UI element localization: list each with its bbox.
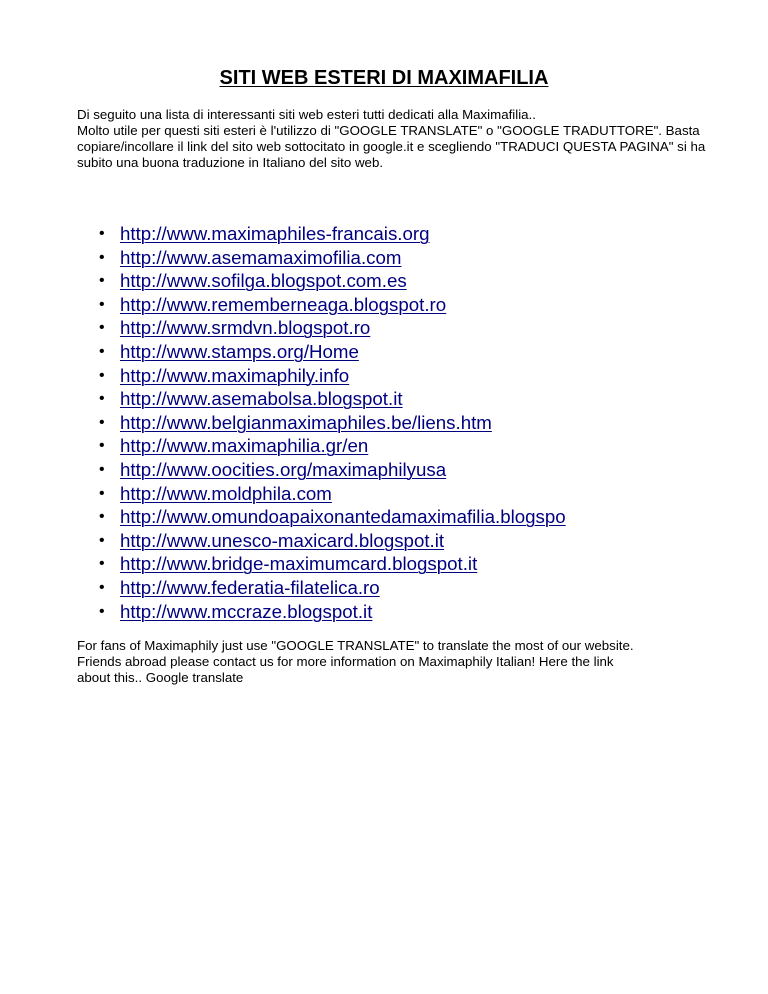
- external-site-link[interactable]: http://www.bridge-maximumcard.blogspot.it: [120, 553, 478, 575]
- list-item: [77, 340, 637, 364]
- bullet-icon: •: [99, 531, 105, 549]
- external-site-link[interactable]: http://www.maximaphily.info: [120, 364, 350, 386]
- bullet-icon: •: [99, 484, 105, 502]
- external-site-link[interactable]: http://www.rememberneaga.blogspot.ro: [120, 293, 447, 315]
- bullet-icon: •: [99, 295, 105, 313]
- list-item: [77, 529, 637, 553]
- external-site-link[interactable]: http://www.asemamaximofilia.com: [120, 246, 402, 268]
- bullet-icon: •: [99, 437, 105, 455]
- list-item: [77, 600, 637, 624]
- external-site-link[interactable]: http://www.omundoapaixonantedamaximafilia.blogspo: [120, 506, 566, 528]
- list-item: [77, 434, 637, 458]
- external-site-link[interactable]: http://www.oocities.org/maximaphilyusa: [120, 458, 447, 480]
- external-site-link[interactable]: http://www.mccraze.blogspot.it: [120, 600, 373, 622]
- external-site-link[interactable]: http://www.asemabolsa.blogspot.it: [120, 388, 403, 410]
- bullet-icon: •: [99, 342, 105, 360]
- footer-text: For fans of Maximaphily just use "GOOGLE TRANSLATE" to translate the most of our website. Friends abroad please contact us for more information on Maximaphily Italian! Here the link about this.. Google translate: [77, 638, 634, 685]
- list-item: [77, 293, 637, 317]
- links-list: [77, 222, 637, 623]
- bullet-icon: •: [99, 390, 105, 408]
- bullet-icon: •: [99, 225, 105, 242]
- external-site-link[interactable]: http://www.sofilga.blogspot.com.es: [120, 270, 407, 292]
- external-site-link[interactable]: http://www.srmdvn.blogspot.ro: [120, 317, 371, 339]
- intro-line-2: Molto utile per questi siti esteri è l'utilizzo di "GOOGLE TRANSLATE" o "GOOGLE TRADUTTORE". Basta copiare/incollare il link del sito web sottocitato in google.it e scegliendo "TRADUCI QUESTA PAGINA" si ha subito una buona traduzione in Italiano del sito web.: [77, 123, 706, 170]
- list-item: [77, 364, 637, 388]
- list-item: [77, 316, 637, 340]
- page-title: SITI WEB ESTERI DI MAXIMAFILIA: [219, 67, 549, 89]
- intro-line-1: Di seguito una lista di interessanti siti web esteri tutti dedicati alla Maximafilia..: [77, 107, 536, 122]
- list-item: [77, 269, 637, 293]
- external-site-link[interactable]: http://www.stamps.org/Home: [120, 340, 359, 362]
- list-item: [77, 576, 637, 600]
- list-item: [77, 222, 637, 246]
- external-site-link[interactable]: http://www.unesco-maxicard.blogspot.it: [120, 529, 445, 551]
- bullet-icon: •: [99, 578, 105, 596]
- list-item: [77, 411, 637, 435]
- list-item: [77, 505, 637, 529]
- external-site-link[interactable]: http://www.federatia-filatelica.ro: [120, 576, 380, 598]
- external-site-link[interactable]: http://www.belgianmaximaphiles.be/liens.htm: [120, 411, 492, 433]
- bullet-icon: •: [99, 319, 105, 337]
- intro-text: [77, 107, 709, 171]
- list-item: [77, 246, 637, 270]
- bullet-icon: •: [99, 272, 105, 290]
- list-item: [77, 387, 637, 411]
- external-site-link[interactable]: http://www.maximaphilia.gr/en: [120, 435, 369, 457]
- bullet-icon: •: [99, 555, 105, 573]
- bullet-icon: •: [99, 366, 105, 384]
- bullet-icon: •: [99, 602, 105, 620]
- bullet-icon: •: [99, 413, 105, 431]
- bullet-icon: •: [99, 508, 105, 526]
- list-item: [77, 552, 637, 576]
- bullet-icon: •: [99, 460, 105, 478]
- external-site-link[interactable]: http://www.maximaphiles-francais.org: [120, 223, 430, 244]
- list-item: [77, 482, 637, 506]
- list-item: [77, 458, 637, 482]
- external-site-link[interactable]: http://www.moldphila.com: [120, 482, 332, 504]
- bullet-icon: •: [99, 248, 105, 266]
